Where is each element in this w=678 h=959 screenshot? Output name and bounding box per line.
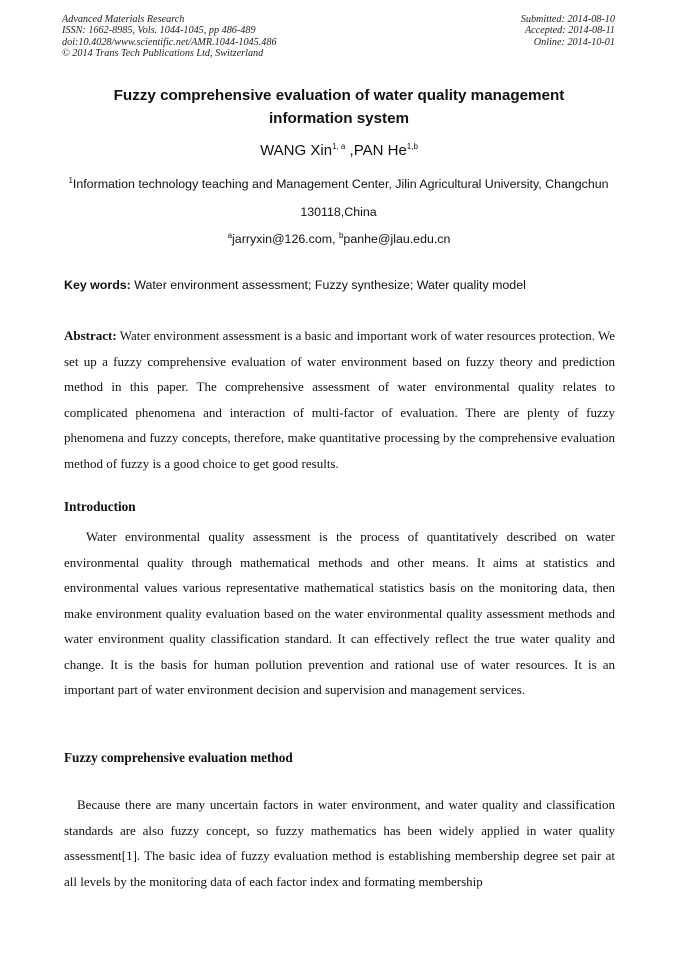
author-emails	[40, 228, 638, 250]
author-name-1: WANG Xin	[260, 142, 333, 159]
keywords-text: Water environment assessment; Fuzzy synthesize; Water quality model	[130, 278, 526, 292]
keywords-label: Key words:	[64, 278, 131, 292]
affiliation-text: Information technology teaching and Management Center, Jilin Agricultural University, Changchun 130118,China	[72, 177, 609, 219]
submitted-date: Submitted: 2014-08-10	[520, 14, 615, 25]
abstract	[64, 323, 615, 476]
journal-doi: doi:10.4028/www.scientific.net/AMR.1044-1045.486	[62, 36, 277, 48]
journal-issn: ISSN: 1662-8985, Vols. 1044-1045, pp 486-489	[62, 25, 256, 37]
introduction-heading: Introduction	[64, 499, 136, 514]
email-b-mark: b	[338, 230, 344, 240]
author-separator: ,	[345, 142, 354, 159]
fuzzy-method-heading: Fuzzy comprehensive evaluation method	[64, 750, 293, 765]
abstract-label: Abstract:	[64, 328, 117, 343]
online-date: Online: 2014-10-01	[533, 36, 615, 48]
title-line-2: information system	[268, 110, 410, 127]
paper-title	[40, 84, 638, 130]
email-a-mark: a	[227, 230, 233, 240]
journal-info	[62, 14, 277, 60]
author-list	[40, 140, 638, 162]
affiliation-mark: 1	[68, 175, 73, 185]
title-line-1: Fuzzy comprehensive evaluation of water quality management	[113, 87, 565, 104]
fuzzy-method-paragraph: Because there are many uncertain factors in water environment, and water quality and classification standards are also fuzzy concept, so fuzzy mathematics has been widely applied in water quality assessment[1]. The basic idea of fuzzy evaluation method is establishing membership degree set pair at all levels by the monitoring data of each factor index and formating membership	[64, 797, 615, 889]
keywords	[64, 274, 616, 296]
introduction-paragraph: Water environmental quality assessment is the process of quantitatively described on water environmental quality through mathematical methods and other means. It aims at statistics and environmental values various representative mathematical statistics basis on the monitoring data, then make environment quality evaluation based on the water environmental quality assessment methods and water environment quality classification standard. It can effectively reflect the true water quality and change. It is the basis for human pollution prevention and rational use of water resources. It is an important part of water environment decision and supervision and management services.	[64, 529, 615, 697]
author-name-2: PAN He	[353, 142, 407, 159]
email-b: panhe@jlau.edu.cn	[343, 232, 451, 246]
journal-copyright: © 2014 Trans Tech Publications Ltd, Switzerland	[62, 48, 264, 60]
affiliation	[62, 170, 615, 226]
author-1-affiliation-mark: 1, a	[332, 142, 346, 151]
email-a: jarryxin@126.com,	[232, 232, 339, 246]
accepted-date: Accepted: 2014-08-11	[524, 25, 615, 37]
author-2-affiliation-mark: 1,b	[406, 142, 418, 151]
journal-name: Advanced Materials Research	[62, 14, 185, 25]
abstract-text: Water environment assessment is a basic and important work of water resources protection. We set up a fuzzy comprehensive evaluation of water environment based on fuzzy theory and prediction method in this paper. The comprehensive assessment of water environmental quality relates to complicated phenomena and interaction of multi-factor of evaluation. There are plenty of fuzzy phenomena and fuzzy concepts, therefore, make quantitative processing by the comprehensive evaluation method of fuzzy is a good choice to get good results.	[64, 328, 615, 471]
submission-dates	[521, 14, 615, 48]
